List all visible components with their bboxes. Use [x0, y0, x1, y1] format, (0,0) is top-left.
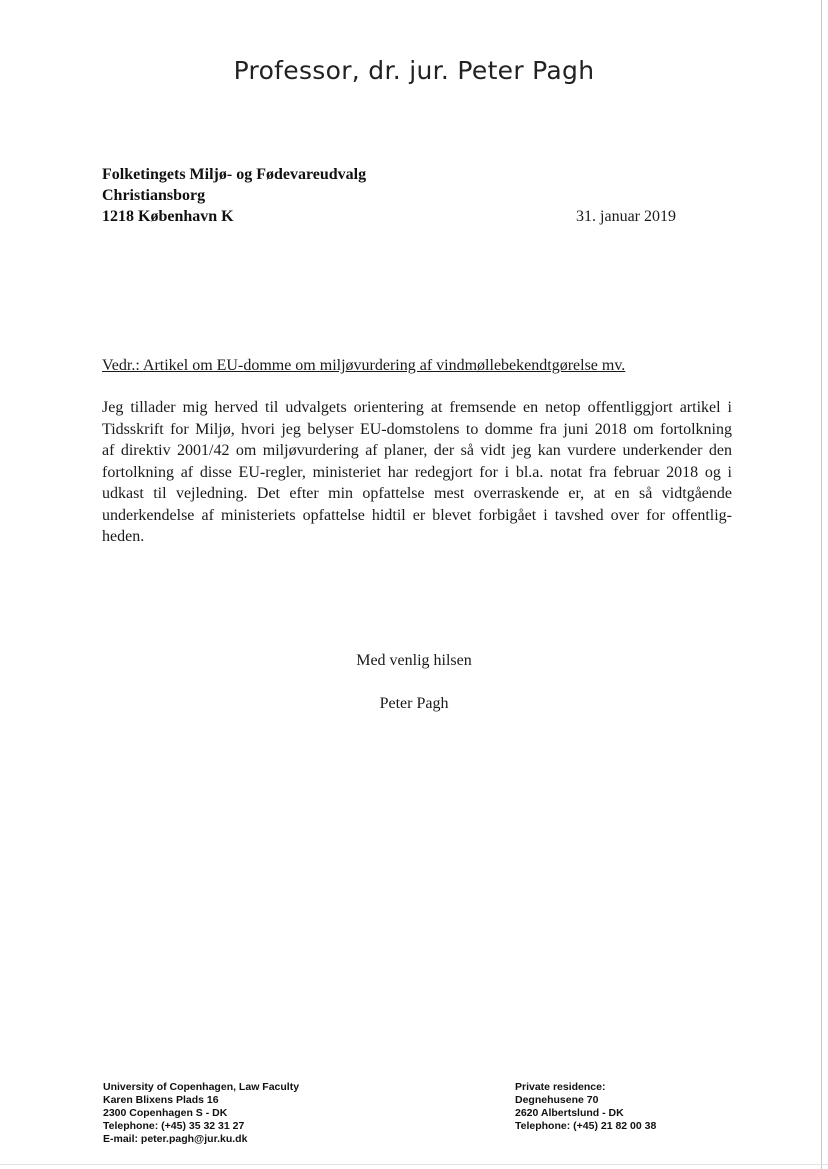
page-edge-right	[821, 0, 822, 1169]
body-line: heden.	[102, 528, 145, 545]
letter-body	[102, 397, 732, 548]
footer-private-address	[515, 1081, 656, 1133]
footer-line: Karen Blixens Plads 16	[103, 1094, 219, 1106]
footer-work-address	[103, 1081, 299, 1146]
footer-line: Private residence:	[515, 1081, 606, 1093]
closing-salutation: Med venlig hilsen	[356, 652, 472, 669]
letter-date: 31. januar 2019	[576, 208, 676, 225]
footer-line: 2620 Albertslund - DK	[515, 1107, 624, 1119]
letterhead-title: Professor, dr. jur. Peter Pagh	[233, 56, 595, 85]
recipient-line: 1218 København K	[102, 208, 234, 225]
body-line: udkast til vejledning. Det efter min opfattelse mest overraskende er, at en så vidtgående	[102, 485, 732, 502]
footer-line: 2300 Copenhagen S - DK	[103, 1107, 228, 1119]
footer-email: E-mail: peter.pagh@jur.ku.dk	[103, 1133, 248, 1145]
signature-name: Peter Pagh	[379, 695, 449, 712]
body-line: af direktiv 2001/42 om miljøvurdering af planer, der så vidt jeg kan vurdere underkender den	[102, 442, 732, 459]
recipient-line: Christiansborg	[102, 187, 206, 204]
subject-line: Vedr.: Artikel om EU-domme om miljøvurdering af vindmøllebekendtgørelse mv.	[102, 357, 626, 374]
footer-line: Telephone: (+45) 21 82 00 38	[515, 1120, 657, 1132]
body-line: Tidsskrift for Miljø, hvori jeg belyser EU-domstolens to domme fra juni 2018 om fortolkning	[102, 420, 732, 438]
footer-line: Telephone: (+45) 35 32 31 27	[103, 1120, 245, 1132]
body-line: fortolkning af disse EU-regler, ministeriet har redegjort for i bl.a. notat fra februar 2018 og i	[102, 463, 732, 481]
body-line: Jeg tillader mig herved til udvalgets orientering at fremsende en netop offentliggjort artikel i	[102, 399, 732, 416]
footer-line: Degnehusene 70	[515, 1094, 599, 1106]
page-edge-bottom	[0, 1164, 828, 1165]
footer-line: University of Copenhagen, Law Faculty	[103, 1081, 300, 1093]
body-line: underkendelse af ministeriets opfattelse hidtil er blevet forbigået i tavshed over for offentlig-	[102, 506, 732, 524]
recipient-address	[102, 164, 366, 227]
recipient-line: Folketingets Miljø- og Fødevareudvalg	[102, 166, 367, 183]
